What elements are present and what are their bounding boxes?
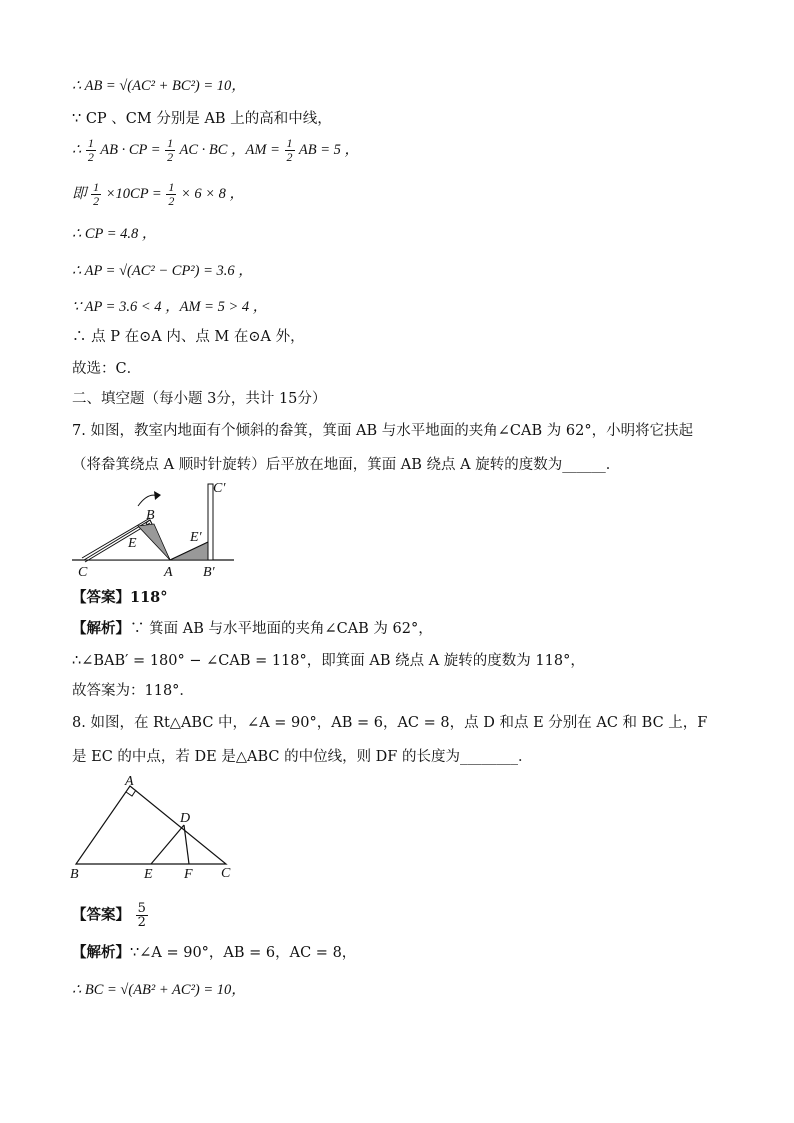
figure-8 [66,776,246,882]
label-c-prime: C′ [213,481,226,496]
step-substitute-part1: ×10CP = [105,185,162,202]
fraction-half: $\frac{1}{2}$ [93,180,100,208]
step-area-part3: AB = 5 ， [298,141,360,158]
fraction-half: $\frac{1}{2}$ [286,136,293,164]
step-cp-cm: ∵ CP 、CM 分别是 AB 上的高和中线， [72,111,332,127]
label-c: C [78,565,88,580]
answer-7 [72,588,168,608]
answer-value: 118° [130,589,168,606]
label-e-prime: E′ [190,530,202,545]
therefore-symbol: ∴ [72,141,82,158]
step-choice: 故选：C． [72,361,142,377]
question-7: 7. 如图，教室内地面有个倾斜的畚箕，箕面 AB 与水平地面的夹角∠CAB 为 62°，小明将它扶起（将畚箕绕点 A 顺时针旋转）后平放在地面，箕面 AB 绕点 A 旋转的度数为______． [72,423,694,473]
explanation-8-line1 [72,943,356,963]
explanation-7-line1 [72,619,433,639]
step-area-part1: AB · CP = [100,141,161,158]
label-a: A [164,565,173,580]
step-cp-value: ∴ CP = 4.8 ， [72,226,157,242]
explanation-text: ∵∠A = 90°，AB = 6，AC = 8， [130,945,357,961]
step-ab: ∴ AB = √(AC² + BC²) = 10， [72,78,246,94]
triangle-abc [76,786,226,864]
explanation-7-line3: 故答案为：118°． [72,683,194,699]
step-compare: ∵ AP = 3.6 < 4 ，AM = 5 > 4 ， [72,299,268,315]
step-ap-value: ∴ AP = √(AC² − CP²) = 3.6 ， [72,263,253,279]
label-b: B [146,508,155,523]
label-f: F [184,867,193,882]
right-angle-mark [126,790,136,796]
answer-fraction: $\frac{5}{2}$ [137,901,146,930]
step-conclusion: ∴ 点 P 在⊙A 内、点 M 在⊙A 外， [72,329,305,345]
fraction-half: $\frac{1}{2}$ [87,136,94,164]
step-area-part2: AC · BC ，AM = [179,141,280,158]
segment-de [151,825,184,864]
fraction-half: $\frac{1}{2}$ [168,180,175,208]
fraction-half: $\frac{1}{2}$ [167,136,174,164]
label-c: C [221,866,231,881]
explanation-8-line2: ∴ BC = √(AB² + AC²) = 10， [72,982,246,998]
explanation-label: 【解析】 [72,620,130,637]
explanation-text: ∵ 箕面 AB 与水平地面的夹角∠CAB 为 62°， [130,621,433,637]
question-8: 8. 如图，在 Rt△ABC 中，∠A = 90°，AB = 6，AC = 8，点 D 和点 E 分别在 AC 和 BC 上，F 是 EC 的中点，若 DE 是△ABC 的中位线，则 DF 的长度为________． [72,715,708,765]
explanation-7-line2: ∴∠BAB′ = 180° − ∠CAB = 118°，即箕面 AB 绕点 A 旋转的度数为 118°， [72,653,585,669]
figure-7 [70,478,240,582]
step-substitute [72,181,244,208]
step-substitute-part2: × 6 × 8 ， [180,185,245,202]
label-b: B [70,867,79,882]
label-e: E [144,867,153,882]
label-a: A [125,776,134,789]
answer-label: 【答案】 [72,906,130,924]
explanation-label: 【解析】 [72,944,130,961]
step-ji: 即 [72,185,87,202]
answer-label: 【答案】 [72,589,130,606]
label-d: D [180,811,191,826]
label-e: E [128,536,137,551]
segment-df [184,825,189,864]
label-b-prime: B′ [203,565,215,580]
section-heading: 二、填空题（每小题 3分，共计 15分） [72,391,327,407]
answer-8 [72,902,149,929]
step-area-eq [72,137,359,164]
